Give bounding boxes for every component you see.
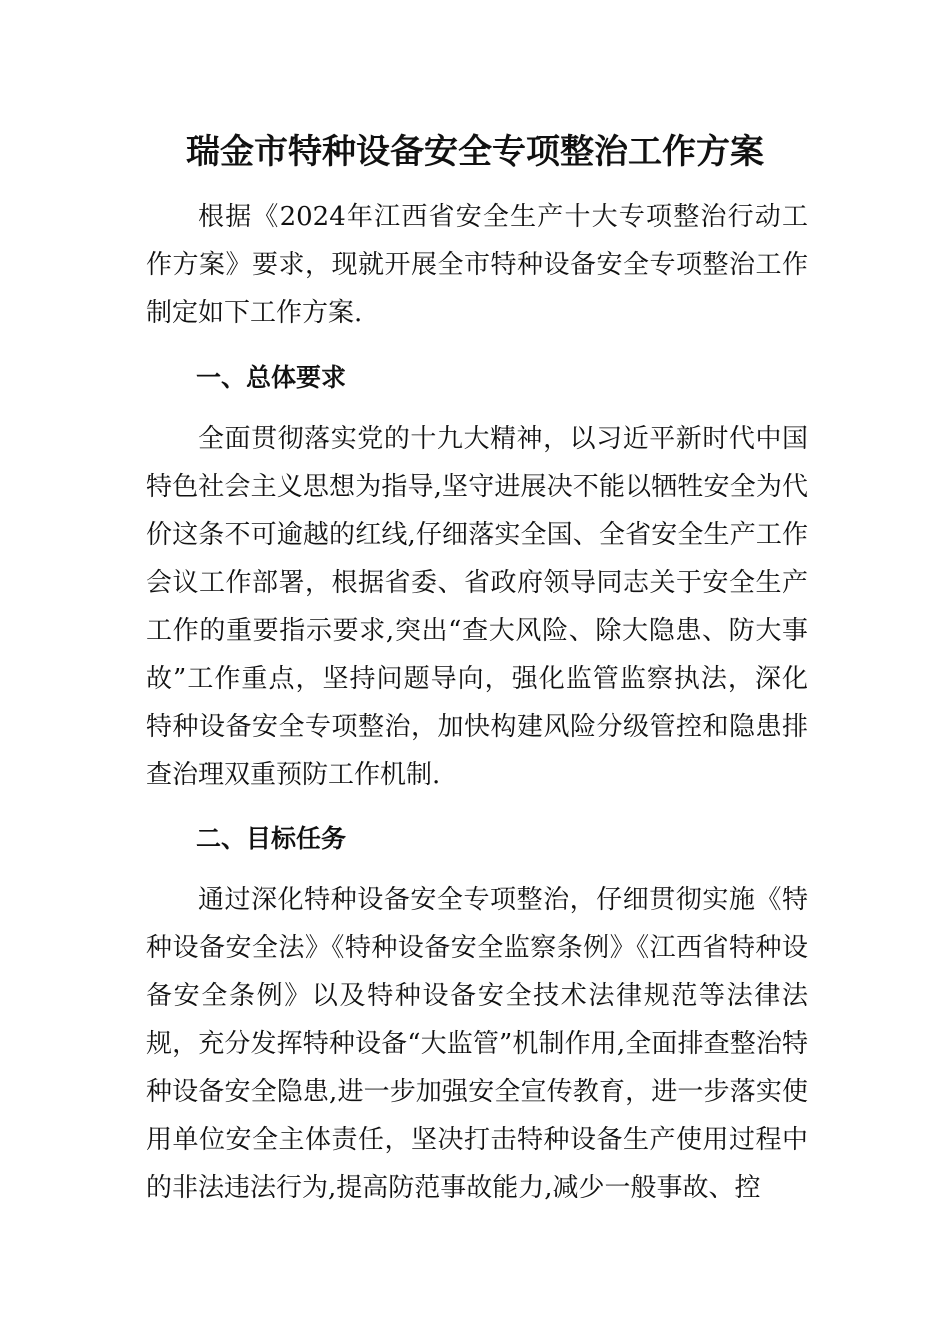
section-heading-objectives: 二、目标任务 <box>196 824 347 853</box>
intro-paragraph: 根据《2024年江西省安全生产十大专项整治行动工作方案》要求，现就开展全市特种设备安全专项整治工作制定如下工作方案. <box>146 202 808 328</box>
document-title: 瑞金市特种设备安全专项整治工作方案 <box>186 132 764 172</box>
section-paragraph-objectives: 通过深化特种设备安全专项整治，仔细贯彻实施《特种设备安全法》《特种设备安全监察条例》《江西省特种设备安全条例》以及特种设备安全技术法律规范等法律法规，充分发挥特种设备“大监管”机制作用,全面排查整治特种设备安全隐患,进一步加强安全宣传教育，进一步落实使用单位安全主体责任，坚决打击特种设备生产使用过程中的非法违法行为,提高防范事故能力,减少一般事故、控 <box>146 885 808 1203</box>
section-heading-general-requirements: 一、总体要求 <box>196 363 347 392</box>
section-paragraph-general-requirements: 全面贯彻落实党的十九大精神，以习近平新时代中国特色社会主义思想为指导,坚守进展决不能以牺牲安全为代价这条不可逾越的红线,仔细落实全国、全省安全生产工作会议工作部署，根据省委、省政府领导同志关于安全生产工作的重要指示要求,突出“查大风险、除大隐患、防大事故”工作重点，坚持问题导向，强化监管监察执法，深化特种设备安全专项整治，加快构建风险分级管控和隐患排查治理双重预防工作机制. <box>146 424 808 790</box>
